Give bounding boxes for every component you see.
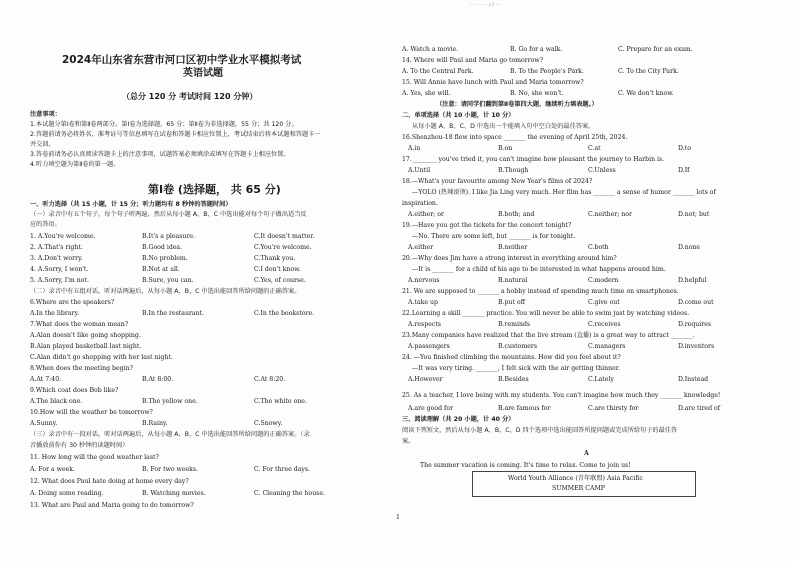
q18-c: C.neither; nor [588,211,632,218]
q6-c: C.In the bookstore. [254,310,315,317]
q10: 10.How will the weather be tomorrow? [30,409,153,416]
q1-c: C.It doesn't matter. [254,233,315,240]
camp-box-line1: World Youth Alliance (青年联盟) Asia Pacific [508,475,643,482]
q20: 20.—Why does Jim have a strong interest in everything around him? [402,255,617,262]
q20-c: C.modern [588,277,619,284]
q5-b: B.Sure, you can. [142,277,194,284]
s3-title: 三、阅读理解（共 20 小题，计 40 分） [402,416,515,423]
q17-d: D.If [678,167,690,174]
q16-a: A.in [408,145,421,152]
q24-c: C.Lately [588,376,614,383]
passage-label: A [584,450,589,457]
q10-c: C.Snowy. [254,420,283,427]
q13-a: A. Watch a movie. [402,46,459,53]
q10-a: A.Sunny. [30,420,58,427]
q20-line2: —It is _______ for a child of his age to be interested in what happens around him. [412,266,666,273]
q1-b: B.It's a pleasure. [142,233,195,240]
q21-b: B.put off [498,299,526,306]
q22: 22.Learning a skill _______ practice. You will never be able to swim just by watching videos. [402,310,690,317]
q12-b: B. Watching movies. [142,490,206,497]
q11-a: A. For a week. [30,466,75,473]
q22-d: D.requires [678,321,712,328]
q16: 16.Shenzhou-18 flew into space _______ the evening of April 25th, 2024. [402,134,628,141]
q23-b: B.customers [498,343,538,350]
q13: 13. What are Paul and Maria going to do tomorrow? [30,502,194,509]
q12: 12. What does Paul hate doing at home every day? [30,478,189,485]
q22-a: A.respects [408,321,441,328]
q24-a: A.However [408,376,443,383]
s2-desc: 从每小题 A、B、C、D 中选出一个能填入句中空白处的最佳答案。 [412,123,595,130]
q18: 18.—What's your favourite among New Year's films of 2024? [402,178,593,185]
q19-b: B.neither [498,244,528,251]
s3-desc2: 案。 [402,438,415,445]
q14-c: C. To the City Park. [618,68,679,75]
q15-b: B. No, she won't. [510,90,564,97]
q4-a: 4. A.Sorry, I won't. [30,266,89,273]
q8-c: C.At 8:20. [254,376,286,383]
q4-c: C.I don't know. [254,266,301,273]
q8: 8.When does the meeting begin? [30,365,133,372]
q16-c: C.at [588,145,601,152]
q9-b: B.The yellow one. [142,398,198,405]
s1-c-desc2: 音播放前你有 30 秒钟的读题时间） [30,442,129,449]
q17-a: A.Until [408,167,431,174]
q19-a: A.either [408,244,434,251]
q11: 11. How long will the good weather last? [30,454,159,461]
q11-b: B. For two weeks. [142,466,199,473]
exam-subtitle: 英语试题 [183,68,223,79]
q18-a: A.either; or [408,211,444,218]
q19-d: D.none [678,244,701,251]
q17-c: C.Unless [588,167,616,174]
q9-a: A.The black one. [30,398,83,405]
q20-b: B.natural [498,277,528,284]
q24: 24. —You finished climbing the mountains. How did you feel about it? [402,354,621,361]
q8-a: A.At 7:40. [30,376,62,383]
q3-c: C.Thank you. [254,255,296,262]
q7-a: A.Alan doesn't like going shopping. [30,332,141,339]
q7-c: C.Alan didn't go shopping with her last night. [30,354,173,361]
q18-line3: inspiration. [402,200,438,207]
q19-line2: —No. There are some left, but _______ is for tonight. [412,233,576,240]
q25-b: B.are famous for [498,405,551,412]
q15-a: A. Yes, she will. [402,90,451,97]
q21: 21. We are supposed to _______ a hobby instead of spending much time on smartphones. [402,288,679,295]
header-mark: · · · · · · / / · · [470,2,501,8]
q4-b: B.Not at all. [142,266,180,273]
q13-b: B. Go for a walk. [510,46,563,53]
q5-a: 5. A.Sorry, I'm not. [30,277,89,284]
q21-c: C.give out [588,299,620,306]
left-column [30,0,392,561]
q16-b: B.on [498,145,513,152]
camp-box-line2: SUMMER CAMP [552,485,605,492]
q17: 17.________ you've tried it, you can't imagine how pleasant the journey to Harbin is. [402,156,665,163]
q3-b: B.No problem. [142,255,188,262]
q16-d: D.to [678,145,691,152]
notes-title: 注意事项： [30,111,61,118]
q2-b: B.Good idea. [142,244,183,251]
q23: 23.Many companies have realized that the live stream (直播) is a great way to attract _______. [402,332,695,339]
s1-a-desc2: 应的答语。 [30,221,61,228]
q25-c: C.are thirsty for [588,405,639,412]
q6: 6.Where are the speakers? [30,299,115,306]
q24-d: D.Instead [678,376,709,383]
q9: 9.Which coat does Bob like? [30,387,119,394]
s1-b-desc: （二）录音中有五组对话，听对话两遍后，从每小题 A、B、C 中选出能回答所给问题的正确答案。 [30,288,301,295]
q7: 7.What does the woman mean? [30,321,129,328]
q20-d: D.helpful [678,277,707,284]
note-4: 4.听力填空题为第Ⅱ卷的第一题。 [30,161,120,168]
q6-b: B.In the restaurant. [142,310,205,317]
q14: 14. Where will Paul and Maria go tomorrow? [402,57,544,64]
part1-title: 第Ⅰ卷 (选择题， 共 65 分) [148,183,281,196]
s1-title: 一、听力选择（共 15 小题，计 15 分；听力题均有 8 秒钟的答题时间） [30,201,232,208]
q25-d: D.are tired of [678,405,721,412]
q2-c: C.You're welcome. [254,244,312,251]
q24-line2: —It was very tiring. _______, I felt sick with the air getting thinner. [412,365,621,372]
note-3: 3.答卷前请务必认真阅读答题卡上的注意事项，试题答案必须填涂或填写在答题卡上相应位置。 [30,151,290,158]
q19: 19.—Have you got the tickets for the concert tonight? [402,222,572,229]
q15: 15. Will Annie have lunch with Paul and Maria tomorrow? [402,79,584,86]
q14-b: B. To the People's Park. [510,68,584,75]
score-line: （总分 120 分 考试时间 120 分钟） [122,92,258,101]
q22-c: C.receives [588,321,621,328]
s1-a-desc: （一）录音中有五个句子，每个句子听两遍，然后从每小题 A、B、C 中选出能对每个句子做出适当反 [30,211,307,218]
q11-c: C. For three days. [254,466,311,473]
s1-c-desc: （三）录音中有一段对话，听对话两遍后，从每小题 A、B、C 中选出能回答所给问题的正确答案。（录 [30,431,310,438]
q8-b: B.At 8:00. [142,376,174,383]
q21-d: D.come out [678,299,714,306]
q21-a: A.take up [408,299,438,306]
right-column [402,0,772,561]
q18-b: B.both; and [498,211,535,218]
q2-a: 2. A.That's right. [30,244,83,251]
q22-b: B.reminds [498,321,531,328]
q9-c: C.The white one. [254,398,307,405]
q17-b: B.Though [498,167,529,174]
q23-d: D.inventors [678,343,715,350]
note-2: 2.答题前请务必将姓名、准考证号等信息填写在试卷和答题卡相应位置上，考试结束后将本试题和答题卡一 [30,131,321,138]
q18-line2: —YOLO (热辣滚烫). I like Jia Ling very much. Her film has _______ a sense of humor _______ lots of [412,189,716,196]
q1-a: 1. A.You're welcome. [30,233,96,240]
s2-title: 二、单项选择（共 10 小题，计 10 分） [402,112,515,119]
q10-b: B.Rainy. [142,420,168,427]
exam-title: 2024年山东省东营市河口区初中学业水平模拟考试 [62,54,302,66]
q25-a: A.are good for [408,405,454,412]
q15-c: C. We don't know. [618,90,674,97]
note-1: 1.本试题分第Ⅰ卷和第Ⅱ卷两部分。第Ⅰ卷为选择题，65 分；第Ⅱ卷为非选择题，55 分；共 120 分。 [30,121,298,128]
q12-c: C. Cleaning the house. [254,490,325,497]
q12-a: A. Doing some reading. [30,490,104,497]
q18-d: D.not; but [678,211,710,218]
passage-intro: The summer vacation is coming. It's time to relax. Come to join us! [420,462,631,469]
q23-a: A.passengers [408,343,450,350]
q24-b: B.Besides [498,376,529,383]
q25: 25. As a teacher, I love being with my students. You can't imagine how much they _______ knowledge! [402,392,721,399]
q3-a: 3. A.Don't worry. [30,255,83,262]
note-2b: 并交回。 [30,141,55,148]
q5-c: C.Yes, of course. [254,277,306,284]
q23-c: C.managers [588,343,626,350]
q7-b: B.Alan played basketball last night. [30,343,142,350]
s3-desc: 阅读下列短文，然后从每小题 A、B、C、D 四个选项中选出能回答所提问题或完成所给句子的最佳答 [402,427,678,434]
page-number: 1 [396,514,400,521]
q20-a: A.nervous [408,277,440,284]
q6-a: A.In the library. [30,310,80,317]
q13-c: C. Prepare for an exam. [618,46,693,53]
q14-a: A. To the Central Park. [402,68,474,75]
q15-note: （注意：请同学们翻到第Ⅱ卷第四大题，继续听力填表题。） [436,101,598,108]
q19-c: C.both [588,244,609,251]
